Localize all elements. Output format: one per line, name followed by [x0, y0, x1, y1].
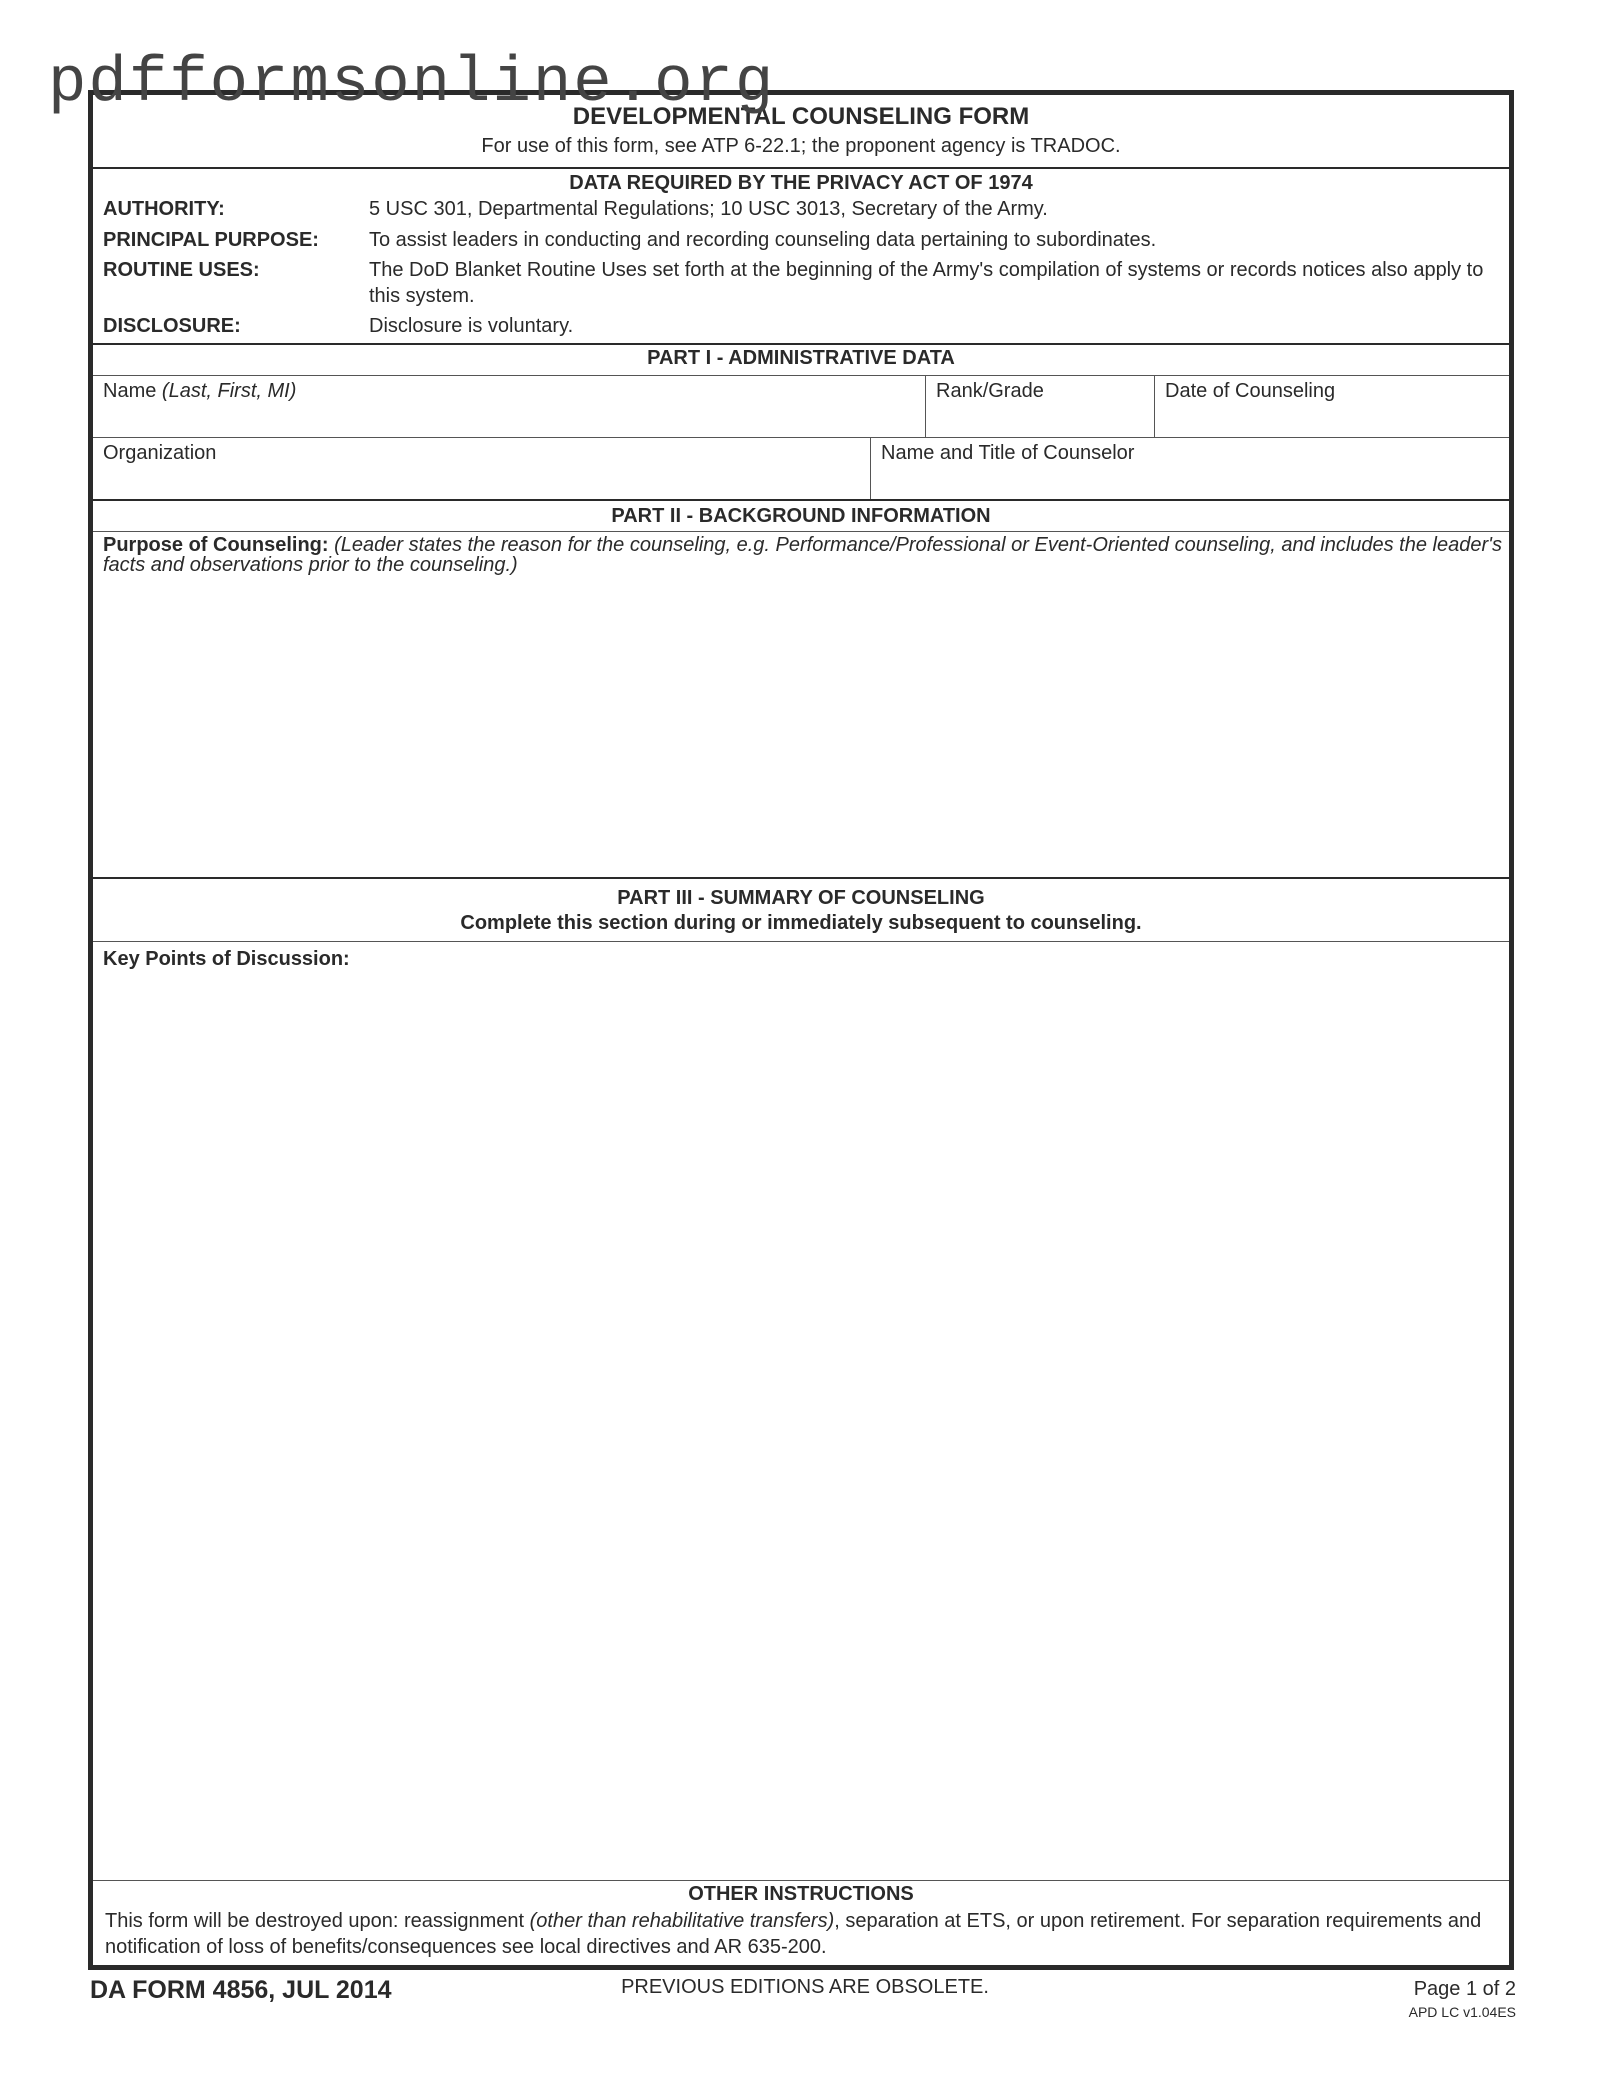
form-subtitle: For use of this form, see ATP 6-22.1; the proponent agency is TRADOC.: [481, 135, 1121, 157]
organization-label: Organization: [103, 442, 217, 464]
part3-heading: PART III - SUMMARY OF COUNSELING: [617, 887, 985, 909]
counselor-label: Name and Title of Counselor: [881, 442, 1135, 464]
divider: [93, 499, 1509, 501]
watermark: pdfformsonline.org: [48, 48, 776, 120]
date-of-counseling-field[interactable]: [1165, 380, 1335, 403]
divider: [870, 437, 871, 499]
divider: [93, 1880, 1509, 1881]
authority-text: 5 USC 301, Departmental Regulations; 10 USC 3013, Secretary of the Army.: [369, 198, 1048, 220]
counseling-form: [88, 90, 1514, 1970]
divider: [93, 877, 1509, 879]
rank-grade-field[interactable]: [936, 380, 1044, 403]
authority-label: AUTHORITY:: [103, 198, 225, 220]
other-instructions-text-part: This form will be destroyed upon: reassignment: [105, 1910, 530, 1932]
date-of-counseling-label: Date of Counseling: [1165, 380, 1336, 402]
page-number: Page 1 of 2: [1413, 1978, 1516, 2000]
purpose-of-counseling-field[interactable]: [103, 535, 1503, 575]
key-points-field[interactable]: [103, 948, 1503, 1868]
other-instructions-italic: (other than rehabilitative transfers): [529, 1910, 835, 1932]
form-number: DA FORM 4856, JUL 2014: [90, 1976, 392, 2004]
divider: [93, 437, 1509, 438]
principal-purpose-text: To assist leaders in conducting and recording counseling data pertaining to subordinates.: [369, 229, 1157, 251]
divider: [925, 375, 926, 437]
name-field[interactable]: [103, 380, 296, 403]
purpose-of-counseling-hint: (Leader states the reason for the counseling, e.g. Performance/Professional or Event-Oriented counseling, and includes the leader's facts and observations prior to the counseling.): [103, 534, 1502, 576]
divider: [93, 343, 1509, 345]
routine-uses-label: ROUTINE USES:: [103, 259, 260, 281]
other-instructions-heading: OTHER INSTRUCTIONS: [688, 1883, 914, 1905]
divider: [93, 531, 1509, 532]
version-label: APD LC v1.04ES: [1408, 2004, 1516, 2020]
divider: [93, 167, 1509, 169]
rank-grade-label: Rank/Grade: [936, 380, 1044, 402]
divider: [1154, 375, 1155, 437]
divider: [93, 375, 1509, 376]
purpose-of-counseling-label: Purpose of Counseling:: [103, 534, 329, 556]
privacy-heading: DATA REQUIRED BY THE PRIVACY ACT OF 1974: [569, 172, 1033, 194]
disclosure-label: DISCLOSURE:: [103, 315, 241, 337]
counselor-field[interactable]: [881, 442, 1134, 465]
part3-subheading: Complete this section during or immediately subsequent to counseling.: [460, 912, 1142, 934]
name-label: Name: [103, 380, 157, 402]
other-instructions-text: [105, 1908, 1505, 1960]
disclosure-text: Disclosure is voluntary.: [369, 315, 574, 337]
organization-field[interactable]: [103, 442, 216, 465]
principal-purpose-label: PRINCIPAL PURPOSE:: [103, 229, 319, 251]
name-hint: (Last, First, MI): [161, 380, 297, 402]
part2-heading: PART II - BACKGROUND INFORMATION: [611, 505, 991, 527]
key-points-label: Key Points of Discussion:: [103, 948, 350, 970]
part1-heading: PART I - ADMINISTRATIVE DATA: [647, 347, 955, 369]
routine-uses-text: The DoD Blanket Routine Uses set forth at the beginning of the Army's compilation of systems or records notices also apply to this system.: [369, 259, 1484, 307]
obsolete-notice: PREVIOUS EDITIONS ARE OBSOLETE.: [621, 1976, 989, 1998]
other-instructions-text-part: , separation at ETS, or upon retirement. For separation requirements and notification of loss of benefits/consequences see local directives and AR 635-200.: [105, 1910, 1482, 1958]
divider: [93, 941, 1509, 942]
form-title: DEVELOPMENTAL COUNSELING FORM: [572, 103, 1030, 130]
